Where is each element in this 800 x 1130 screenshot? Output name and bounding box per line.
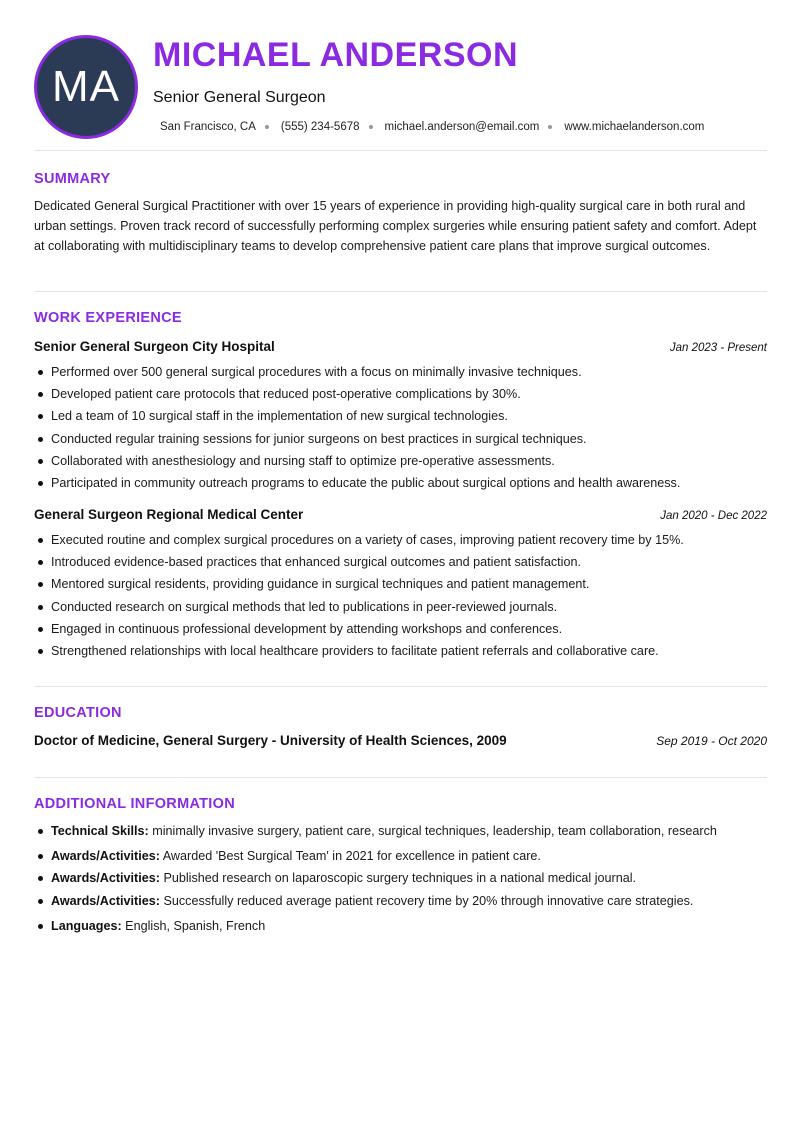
list-item: Conducted research on surgical methods that led to publications in peer-reviewed journals. — [34, 596, 774, 618]
contact-email[interactable]: michael.anderson@email.com — [384, 121, 540, 133]
list-item: Conducted regular training sessions for junior surgeons on best practices in surgical techniques. — [34, 428, 774, 450]
list-item — [34, 820, 774, 842]
education-heading: EDUCATION — [34, 705, 122, 721]
resume-header — [0, 0, 800, 150]
separator-dot — [369, 125, 373, 129]
job-role: Senior General Surgeon City Hospital — [34, 339, 275, 354]
job-header — [34, 507, 767, 522]
info-text: Successfully reduced average patient recovery time by 20% through innovative care strategies. — [159, 893, 694, 908]
avatar — [34, 35, 138, 139]
list-item — [34, 890, 774, 912]
list-item: Introduced evidence-based practices that enhanced surgical outcomes and patient satisfaction. — [34, 551, 774, 573]
list-item: Participated in community outreach programs to educate the public about surgical options and health awareness. — [34, 472, 774, 494]
job-bullets — [34, 529, 774, 662]
candidate-title: Senior General Surgeon — [153, 89, 326, 106]
summary-text: Dedicated General Surgical Practitioner with over 15 years of experience in providing high-quality surgical care in both rural and urban settings. Proven track record of successfully performing complex surgeries while ensuring patient safety and comfort. Adept at collaborating with multidisciplinary teams to develop comprehensive patient care plans that improve surgical outcomes. — [34, 199, 757, 253]
info-label: Awards/Activities: — [51, 893, 160, 908]
job-role: General Surgeon Regional Medical Center — [34, 507, 304, 522]
list-item: Strengthened relationships with local healthcare providers to facilitate patient referrals and collaborative care. — [34, 640, 774, 662]
list-item: Mentored surgical residents, providing guidance in surgical techniques and patient management. — [34, 573, 774, 595]
list-item: Collaborated with anesthesiology and nursing staff to optimize pre-operative assessments. — [34, 450, 774, 472]
separator-dot — [265, 125, 269, 129]
job-dates: Jan 2020 - Dec 2022 — [660, 510, 767, 522]
job-dates: Jan 2023 - Present — [669, 342, 767, 354]
list-item — [34, 867, 774, 889]
list-item: Engaged in continuous professional development by attending workshops and conferences. — [34, 618, 774, 640]
info-label: Awards/Activities: — [51, 871, 160, 886]
section-divider — [34, 291, 767, 292]
contact-website[interactable]: www.michaelanderson.com — [564, 121, 705, 133]
section-divider — [34, 777, 767, 778]
info-label: Languages: — [51, 918, 122, 933]
list-item: Developed patient care protocols that reduced post-operative complications by 30%. — [34, 383, 774, 405]
contact-location: San Francisco, CA — [160, 121, 256, 133]
job-header — [34, 339, 767, 354]
job-bullets — [34, 361, 774, 494]
info-label: Awards/Activities: — [51, 849, 160, 864]
info-text: Published research on laparoscopic surgery techniques in a national medical journal. — [159, 871, 636, 886]
list-item — [34, 845, 774, 867]
avatar-initials: MA — [52, 62, 120, 111]
list-item — [34, 915, 774, 937]
contact-phone: (555) 234-5678 — [280, 121, 360, 133]
separator-dot — [548, 125, 552, 129]
section-divider — [34, 150, 767, 151]
candidate-name: MICHAEL ANDERSON — [153, 36, 519, 74]
info-text: Awarded 'Best Surgical Team' in 2021 for excellence in patient care. — [159, 849, 541, 864]
list-item: Led a team of 10 surgical staff in the implementation of new surgical technologies. — [34, 405, 774, 427]
list-item: Executed routine and complex surgical procedures on a variety of cases, improving patient recovery time by 15%. — [34, 529, 774, 551]
section-divider — [34, 686, 767, 687]
additional-list — [34, 820, 774, 937]
info-text: English, Spanish, French — [121, 918, 266, 933]
additional-heading: ADDITIONAL INFORMATION — [34, 796, 235, 812]
experience-heading: WORK EXPERIENCE — [34, 310, 182, 326]
education-degree: Doctor of Medicine, General Surgery - University of Health Sciences, 2009 — [34, 733, 507, 748]
info-label: Technical Skills: — [51, 824, 149, 838]
list-item: Performed over 500 general surgical procedures with a focus on minimally invasive techniques. — [34, 361, 774, 383]
info-text: minimally invasive surgery, patient care, surgical techniques, leadership, team collaboration, research — [148, 824, 717, 838]
contact-line — [160, 121, 704, 133]
education-dates: Sep 2019 - Oct 2020 — [656, 734, 767, 748]
education-row — [34, 733, 767, 748]
summary-heading: SUMMARY — [34, 171, 111, 187]
